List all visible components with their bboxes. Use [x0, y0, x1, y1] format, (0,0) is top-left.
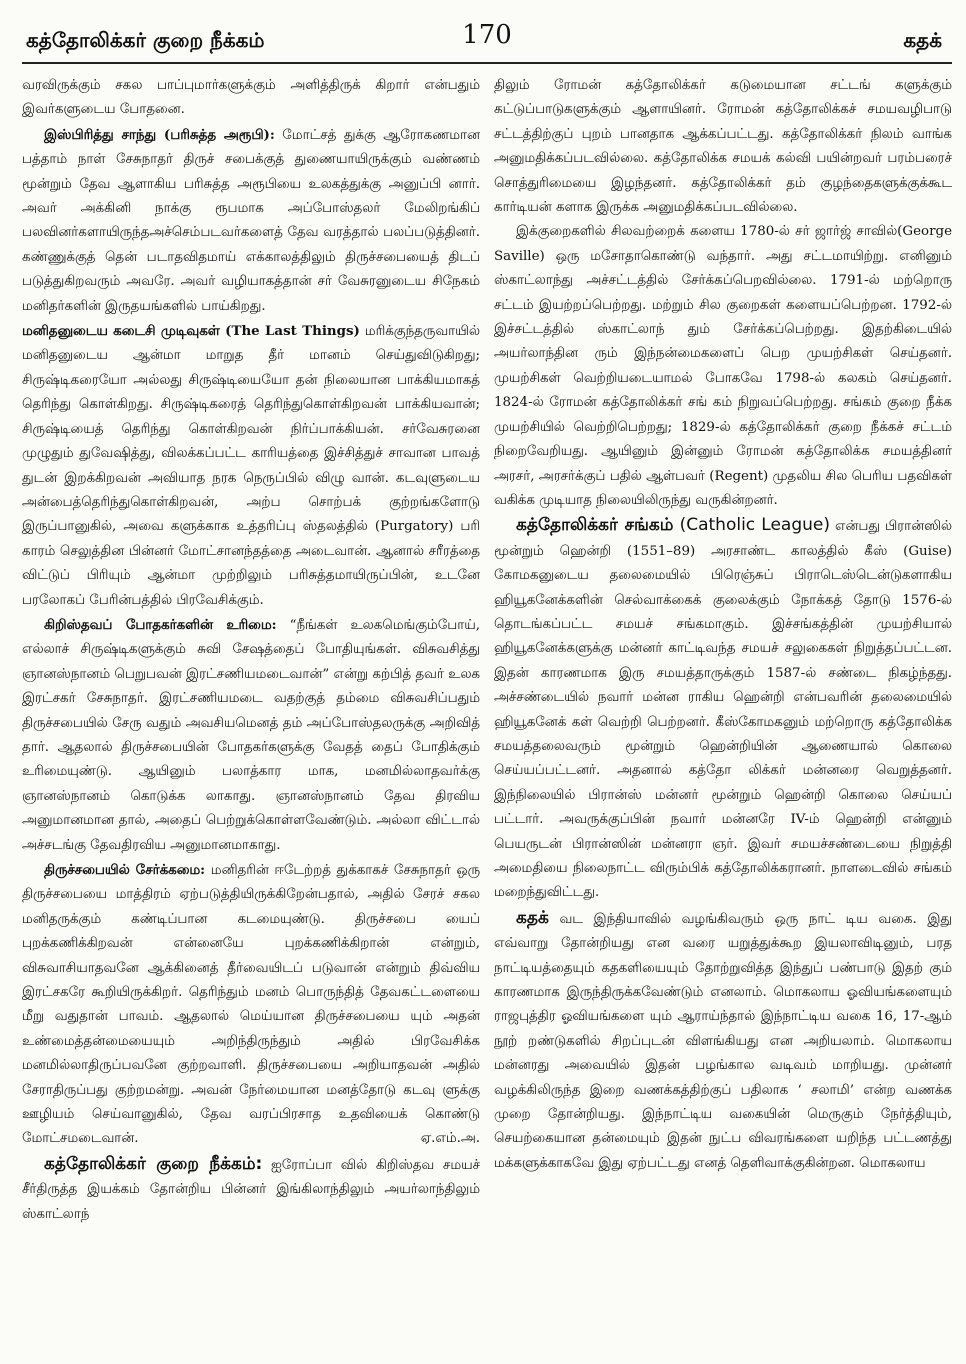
- paragraph: [22, 858, 480, 1152]
- entry-title: கதக்: [516, 907, 549, 928]
- author-initials: ஏ.எம்.அ.: [420, 1131, 480, 1147]
- right-column: [494, 74, 952, 1364]
- left-column: [22, 74, 480, 1364]
- paragraph-text: மனிதரின் ஈடேற்றத் துக்காகச் சேசுநாதர் ஒரு திருச்சபையை மாத்திரம் ஏற்படுத்தியிருக்கிறேன்பதால், அதில் சேரச் சகல மனிதருக்கும் கண்டிப்பான கடமையுண்டு. திருச்சபை யைப் புறக்கணிக்கிறவன் என்னையே புறக்கணிக்கிறான் என்றும், விசுவாசியாதவனே ஆக்கினைத் தீர்வையிடப் படுவான் என்றும் திவ்விய இரட்சகரே கூறியிருக்கிறர். தெரிந்தும் மனம் பொருந்தித் தேவகட்டளையை மீறு வதுதான் பாவம். ஆதலால் மெய்யான திருச்சபையை யும் அதன் உண்மைத்தன்மையையும் அறிந்திருந்தும் அதில் பிரவேசிக்க மனமில்லாதிருப்பவனே குற்றவாளி. திருச்சபையை அறியாதவன் அதில் சேராதிருப்பது குற்றமன்று. அவன் நேர்மையான மனத்தோடு கடவு ளுக்கு ஊழியம் செய்வானுகில், தேவ வரப்பிரசாத உதவியைக் கொண்டு மோட்சமடைவான்.: [22, 863, 480, 1147]
- paragraph-text: மரிக்குந்தருவாயில் மனிதனுடைய ஆன்மா மாறுத தீர் மானம் செய்துவிடுகிறது; சிருஷ்டிகரையோ அல்லது சிருஷ்டியையோ தன் நிலையான பாக்கியமாகத் தெரிந்து கொள்கிறது. சிருஷ்டிகரைத் தெரிந்துகொள்கிறவன் பாக்கியவான்; சிருஷ்டியைத் தெரிந்து கொள்கிறவன் நிர்ப்பாக்கியன். சர்வேசுரனை முழுதும் துவேஷித்து, விலக்கப்பட்ட காரியத்தை இச்சித்துச் சாவான பாவத் துடன் இறக்கிறவன் அவியாத நரக நெருப்பில் விழு வான். கடவுளுடைய அன்பைத்தெரிந்துகொள்கிறவன், அற்ப சொற்பக் குற்றங்களோடு இருப்பானுகில், அவை களுக்காக உத்தரிப்பு ஸ்தலத்தில் (Purgatory) பரி காரம் செலுத்தின பின்னர் மோட்சானந்தத்தை அடைவான். ஆனால் சரீரத்தை விட்டுப் பிரியும் ஆன்மா முற்றிலும் பரிசுத்தமாயிருப்பின், உடனே பரலோகப் பேரின்பத்தில் பிரவேசிக்கும்.: [22, 324, 480, 608]
- paragraph-text: என்பது பிரான்ஸில் மூன்றும் ஹென்றி (1551–89) அரசாண்ட காலத்தில் கீஸ் (Guise) கோமகனுடைய தலைமையில் பிரெஞ்சுப் பிராடெஸ்டென்டுகளாகிய ஹியூகனேக்களின் செல்வாக்கைக் குலைக்கும் நோக்கத் தோடு 1576-ல் தொடங்கப்பட்ட சமயச் சங்கமாகும். இச்சங்கத்தின் முயற்சியால் ஹியூகனேக்களுக்கு மன்னர் காட்டிவந்த சமயச் சலுகைகள் நிறுத்தப்பட்டன. இதன் காரணமாக இரு சமயத்தாருக்கும் 1587-ல் சண்டை நிகழ்ந்தது. அச்சண்டையில் நவார் மன்ன ராகிய ஹென்றி என்பவரின் தலைமையில் ஹியூகனேக் கள் வெற்றி பெற்றனர். கீஸ்கோமகனும் மற்றொரு கத்தோலிக்க சமயத்தலைவரும் மூன்றும் ஹென்றியின் ஆணையால் கொலை செய்யப்பட்டனர். அதனால் கத்தோ லிக்கர் மன்னரை வெறுத்தனர். இந்நிலையில் பிரான்ஸ் மன்னர் மூன்றும் ஹென்றி கொலை செய்யப் பட்டார். அவருக்குப்பின் நவார் மன்னரே IV-ம் ஹென்றி என்னும் பெயருடன் பிரான்ஸின் மன்னரா ஞர். இவர் சமயச்சண்டையை நிறுத்தி அமைதியை நிலைநாட்ட விரும்பிக் கத்தோலிக்கரானர். நாளடைவில் சங்கம் மறைந்துவிட்டது.: [494, 519, 952, 901]
- paragraph: [22, 123, 480, 319]
- paragraph: [22, 319, 480, 613]
- entry-title: கத்தோலிக்கர் குறை நீக்கம்:: [44, 1153, 263, 1174]
- entry-title-english: (Catholic League): [673, 515, 830, 536]
- paragraph: [22, 613, 480, 858]
- page-number: 170: [462, 20, 512, 50]
- paragraph: [494, 74, 952, 220]
- paragraph-text: ஐரோப்பா வில் கிறிஸ்தவ சமயச் சீர்திருத்த இயக்கம் தோன்றிய பின்னர் இங்கிலாந்திலும் அயர்லாந்திலும் ஸ்காட்லாந்: [22, 1157, 480, 1222]
- paragraph: [494, 513, 952, 906]
- running-title-left: கத்தோலிக்கர் குறை நீக்கம்: [26, 28, 265, 52]
- paragraph: [494, 220, 952, 513]
- entry-title: கத்தோலிக்கர் சங்கம்: [516, 515, 674, 536]
- paragraph: [22, 1152, 480, 1227]
- page-header: [22, 10, 952, 64]
- entry-heading: மனிதனுடைய கடைசி முடிவுகள் (The Last Things): [22, 323, 360, 340]
- paragraph-text: வட இந்தியாவில் வழங்கிவரும் ஒரு நாட் டிய வகை. இது எவ்வாறு தோன்றியது என வரை யறுத்துக்கூற இயலாவிடினும், பரத நாட்டியத்தையும் கதகளியையும் தோற்றுவித்த இந்துப் பண்பாடு இதற் கும் காரணமாக இருந்திருக்கவேண்டும் எனலாம். மொகலாய ஓவியங்களையும் ராஜபுத்திர ஓவியங்களை யும் ஆராய்ந்தால் இந்நாட்டிய வகை 16, 17-ஆம் நூற் றண்டுகளில் சிறப்புடன் விளங்கியது என அறியலாம். மொகலாய மன்னரது அவையில் இதன் பழங்கால வடிவம் மாறியது. முன்னர் வழக்கிலிருந்த இறை வணக்கத்திற்குப் பதிலாக ‘ சலாமி’ என்ற வணக்க முறை தோன்றியது. இந்நாட்டிய வகையின் மெருகும் நேர்த்தியும், செயற்கையான தன்மையும் இதன் நுட்ப விவரங்களை யறிந்த பட்டணத்து மக்களுக்காகவே இது ஏற்பட்டது எனத் தெளிவாக்குகின்றன. மொகலாய: [494, 911, 952, 1171]
- entry-heading: இஸ்பிரித்து சாந்து (பரிசுத்த அரூபி):: [44, 126, 275, 143]
- running-title-right: கதக்: [903, 28, 942, 52]
- paragraph: [22, 74, 480, 123]
- paragraph-text: திலும் ரோமன் கத்தோலிக்கர் கடுமையான சட்டங் களுக்கும் கட்டுப்பாடுகளுக்கும் ஆளாயினர். ரோமன் கத்தோலிக்கச் சமயவழிபாடு சட்டத்திற்குப் புறம் பானதாக ஆக்கப்பட்டது. கத்தோலிக்கர் நிலம் வாங்க அனுமதிக்கப்படவில்லை. கத்தோலிக்க சமயக் கல்வி பயின்றவர் பரம்பரைச் சொத்துரிமையை இழந்தனர். கத்தோலிக்கர் தம் குழந்தைகளுக்குக்கூட கார்டியன் களாக இருக்க அனுமதிக்கப்படவில்லை.: [494, 78, 952, 216]
- entry-heading: கிறிஸ்தவப் போதகர்களின் உரிமை:: [44, 616, 277, 633]
- paragraph-text: வரவிருக்கும் சகல பாப்புமார்களுக்கும் அளித்திருக் கிறார் என்பதும் இவர்களுடைய போதனை.: [22, 78, 480, 118]
- entry-heading: திருச்சபையில் சேர்க்கமை:: [44, 862, 206, 878]
- paragraph: [494, 906, 952, 1176]
- paragraph-text: இக்குறைகளில் சிலவற்றைக் களைய 1780-ல் சர் ஜார்ஜ் சாவில்(George Saville) ஒரு மசோதாகொண்டு வந்தார். அது சட்டமாயிற்று. எனினும் ஸ்காட்லாந்து அச்சட்டத்தில் சேர்க்கப்பெறவில்லை. 1791-ல் மற்றொரு சட்டம் இயற்றப்பெற்றது. மற்றும் சில குறைகள் களையப்பெற்றன. 1792-ல் இச்சட்டத்தில் ஸ்காட்லாந் தும் சேர்க்கப்பெற்றது. இதற்கிடையில் அயர்லாந்தின ரும் இந்நன்மைகளைப் பெற முயற்சிகள் செய்தனர். முயற்சிகள் வெற்றியடையாமல் போகவே 1798-ல் கலகம் செய்தனர். 1824-ல் ரோமன் கத்தோலிக்கர் சங் கம் நிறுவப்பெற்றது. சங்கம் குறை நீக்க முயற்சியில் வெற்றிபெற்றது; 1829-ல் கத்தோலிக்கர் குறை நீக்கச் சட்டம் நிறைவேறியது. ஆயினும் இன்னும் ரோமன் கத்தோலிக்க சமயத்தினர் அரசர், அரசர்க்குப் பதில் ஆள்பவர் (Regent) முதலிய சில பெரிய பதவிகள் வகிக்க முடியாத நிலையிலிருந்து வருகின்றனர்.: [494, 224, 952, 508]
- paragraph-text: மோட்சத் துக்கு ஆரோகணமான பத்தாம் நாள் சேசுநாதர் திருச் சபைக்குத் துணையாயிருக்கும் வண்ணம் மூன்றும் தேவ ஆளாகிய பரிசுத்த அரூபியை உலகத்துக்கு அனுப்பி னார். அவர் அக்கினி நாக்கு ரூபமாக அப்போஸ்தலர் மேலிறங்கிப் பலவினர்களாயிருந்தஅச்செம்படவர்களைத் தேவ வரத்தால் பலப்படுத்தினர். கண்ணுக்குத் தென் படாதவிதமாய் எக்காலத்திலும் திருச்சபையைத் திடப் படுத்துகிறவரும் அவரே. அவர் வழியாகத்தான் சர் வேசுரனுடைய சிநேகம் மனிதர்களின் இருதயங்களில் பாய்கிறது.: [22, 127, 480, 314]
- text-columns: [22, 74, 952, 1364]
- paragraph-text: “நீங்கள் உலகமெங்கும்போய், எல்லாச் சிருஷ்டிகளுக்கும் சுவி சேஷத்தைப் போதியுங்கள். விசுவசித்து ஞானஸ்நானம் பெறுபவன் இரட்சணியமடைவான்” என்று கற்பித் தவர் உலக இரட்சகர் சேசுநாதர். இரட்சணியமடை வதற்குத் தம்மை விசுவசிப்பதும் திருச்சபையில் சேரு வதும் அவசியமெனத் தம் அப்போஸ்தலருக்கு அறிவித் தார். ஆதலால் திருச்சபையின் போதகர்களுக்கு வேதத் தைப் போதிக்கும் உரிமையுண்டு. ஆயினும் பலாத்கார மாக, மனமில்லாதவர்க்கு ஞானஸ்நானம் கொடுக்க லாகாது. ஞானஸ்நானம் தேவ திரவிய அனுமானமான தால், அதைப் பெற்றுக்கொள்ளவேண்டும். அல்லா விட்டால் அச்சடங்கு தேவதிரவிய அனுமானமாகாது.: [22, 617, 480, 853]
